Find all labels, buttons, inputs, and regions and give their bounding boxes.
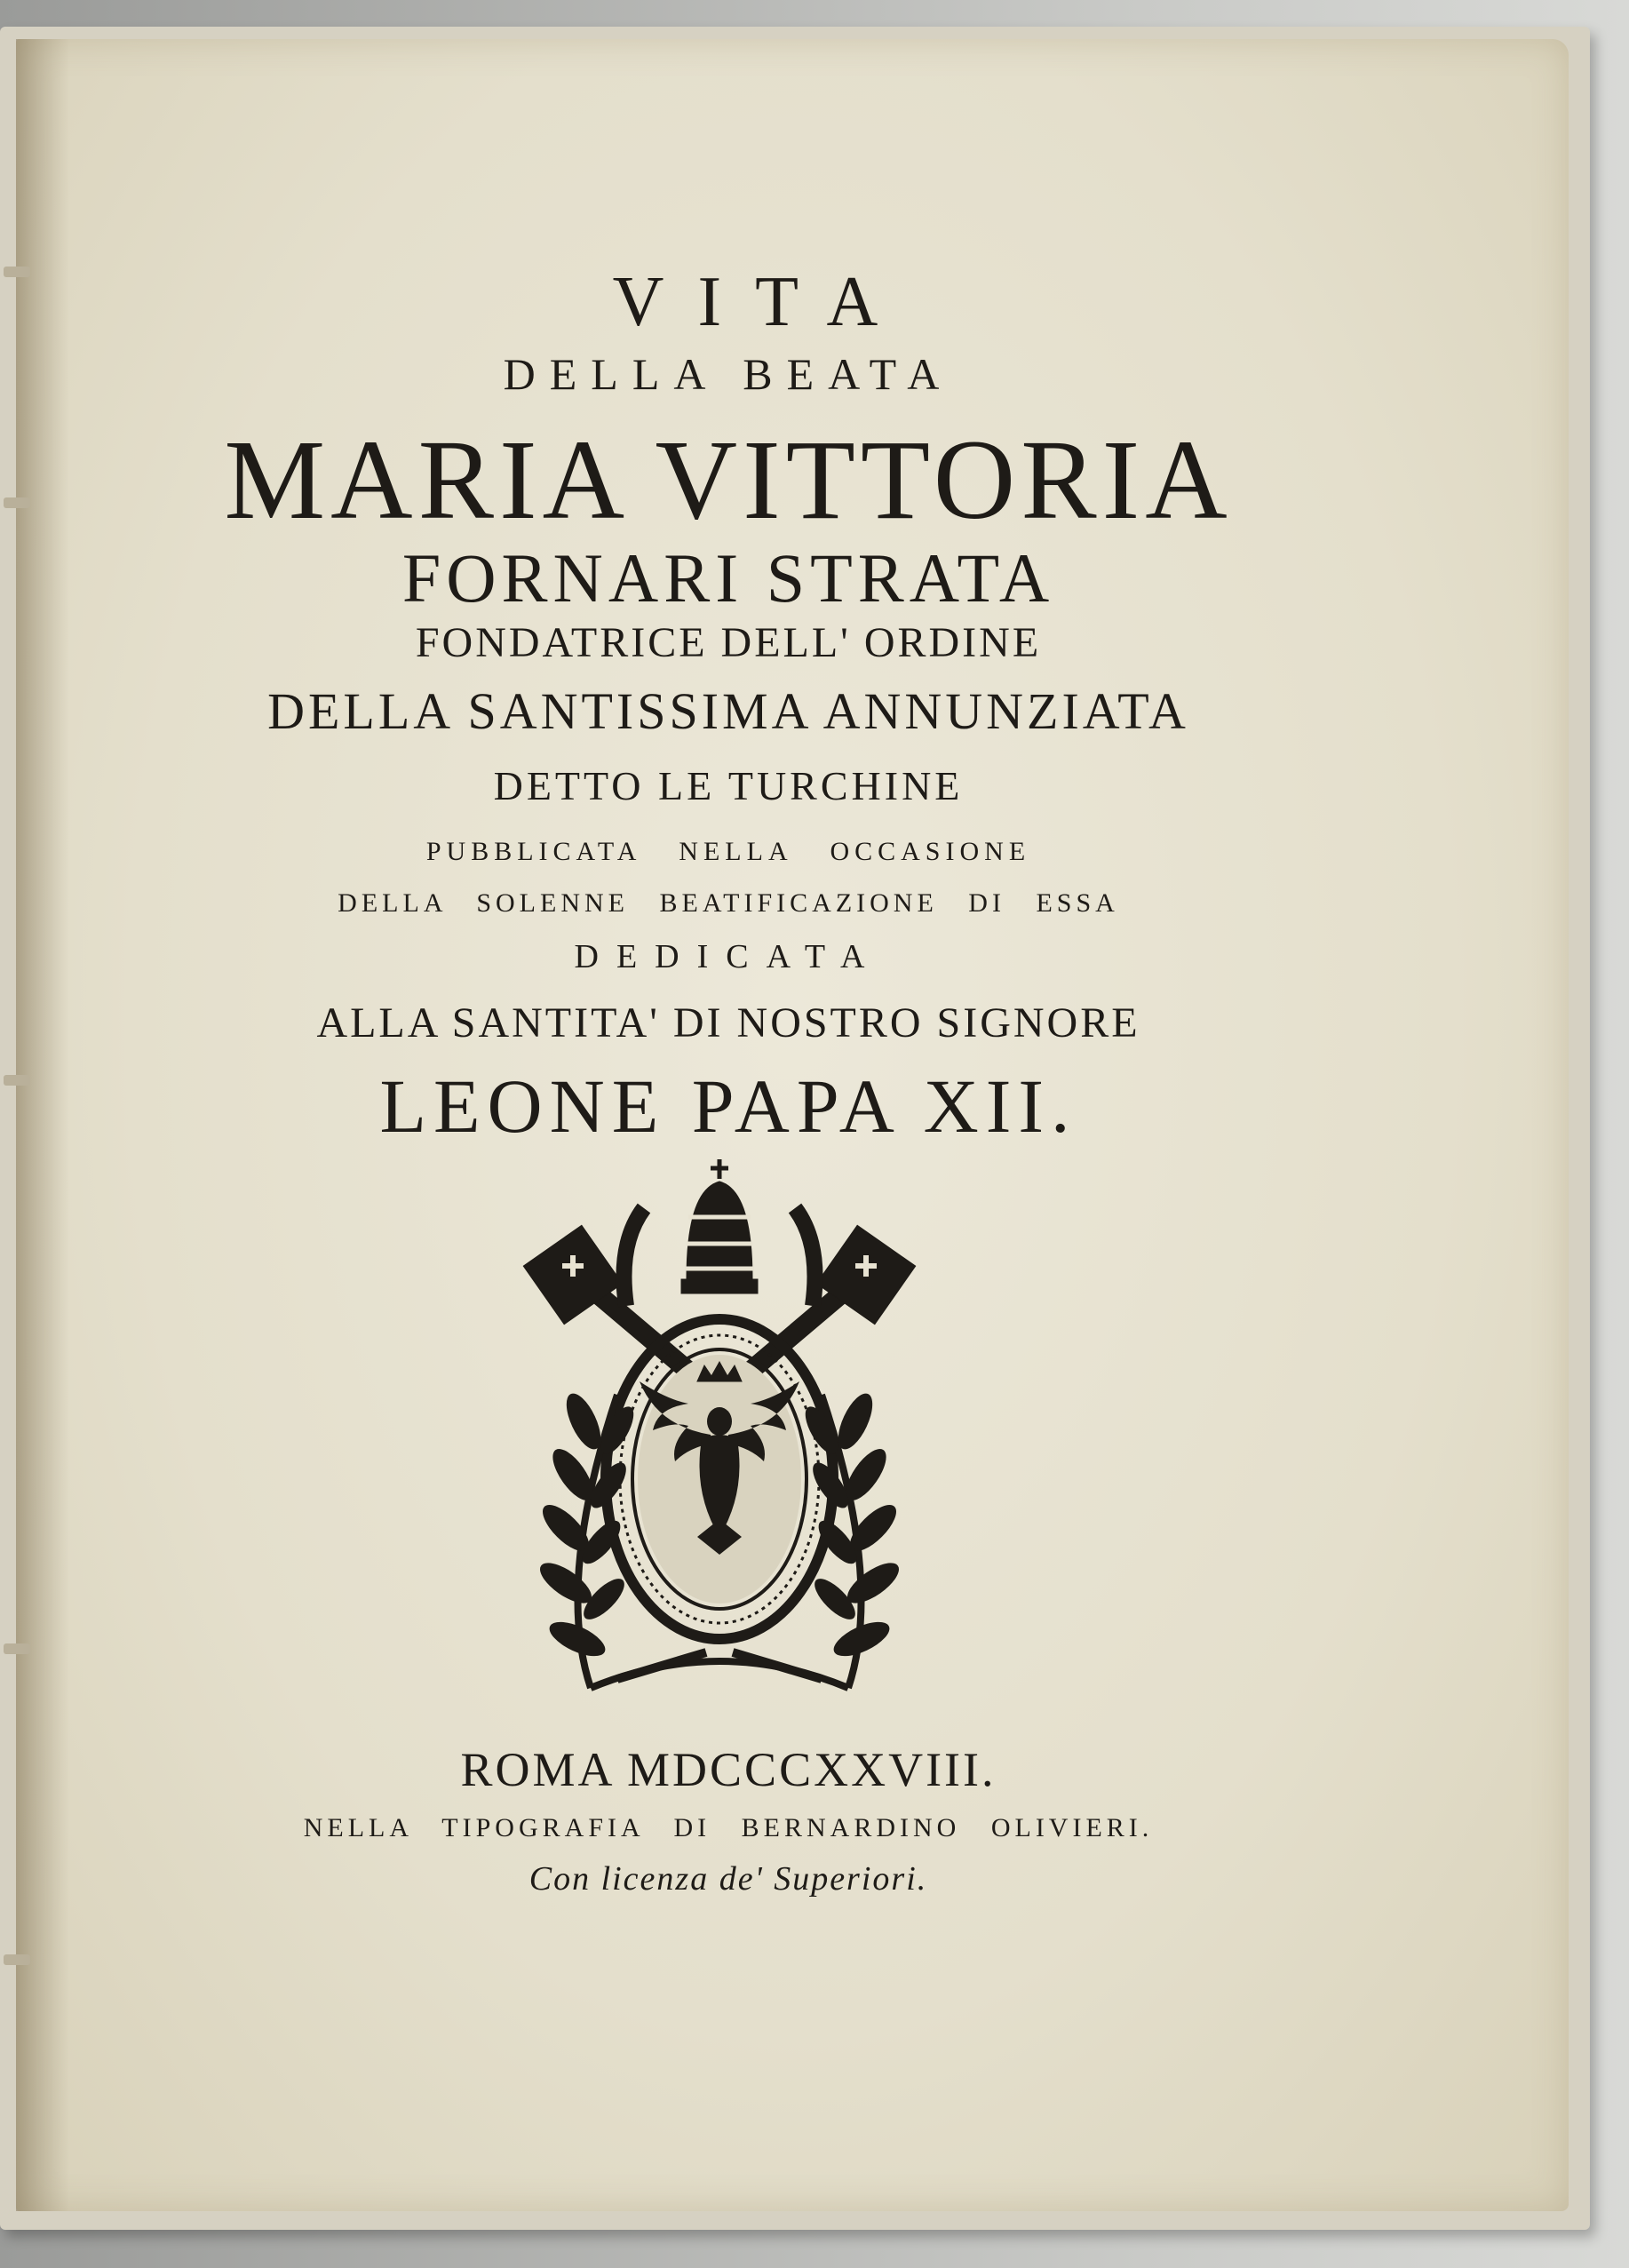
dedication-label: DEDICATA bbox=[574, 938, 883, 975]
oval-shield-icon bbox=[606, 1319, 833, 1639]
binding-stitch bbox=[4, 1643, 30, 1654]
dedication-line: ALLA SANTITA' DI NOSTRO SIGNORE bbox=[316, 999, 1140, 1046]
dedicatee: LEONE PAPA XII. bbox=[379, 1063, 1077, 1149]
subtitle-founder: FONDATRICE DELL' ORDINE bbox=[415, 619, 1042, 666]
binding-stitch bbox=[4, 1954, 30, 1965]
imprint-place-date: ROMA MDCCCXXVIII. bbox=[460, 1743, 997, 1796]
title-della-beata: DELLA BEATA bbox=[503, 349, 954, 399]
title-name: MARIA VITTORIA bbox=[224, 417, 1233, 543]
papal-coat-of-arms-emblem bbox=[484, 1155, 955, 1723]
subtitle-order: DELLA SANTISSIMA ANNUNZIATA bbox=[267, 682, 1189, 740]
occasion-line-2: DELLA SOLENNE BEATIFICAZIONE DI ESSA bbox=[338, 888, 1119, 918]
papal-tiara-icon bbox=[681, 1159, 758, 1293]
imprint-printer: NELLA TIPOGRAFIA DI BERNARDINO OLIVIERI. bbox=[303, 1813, 1154, 1842]
subtitle-turchine: DETTO LE TURCHINE bbox=[493, 763, 964, 808]
occasion-line-1: PUBBLICATA NELLA OCCASIONE bbox=[425, 837, 1031, 866]
title-vita: VITA bbox=[612, 263, 912, 341]
imprint-license: Con licenza de' Superiori. bbox=[528, 1860, 928, 1898]
title-surname: FORNARI STRATA bbox=[401, 539, 1055, 617]
